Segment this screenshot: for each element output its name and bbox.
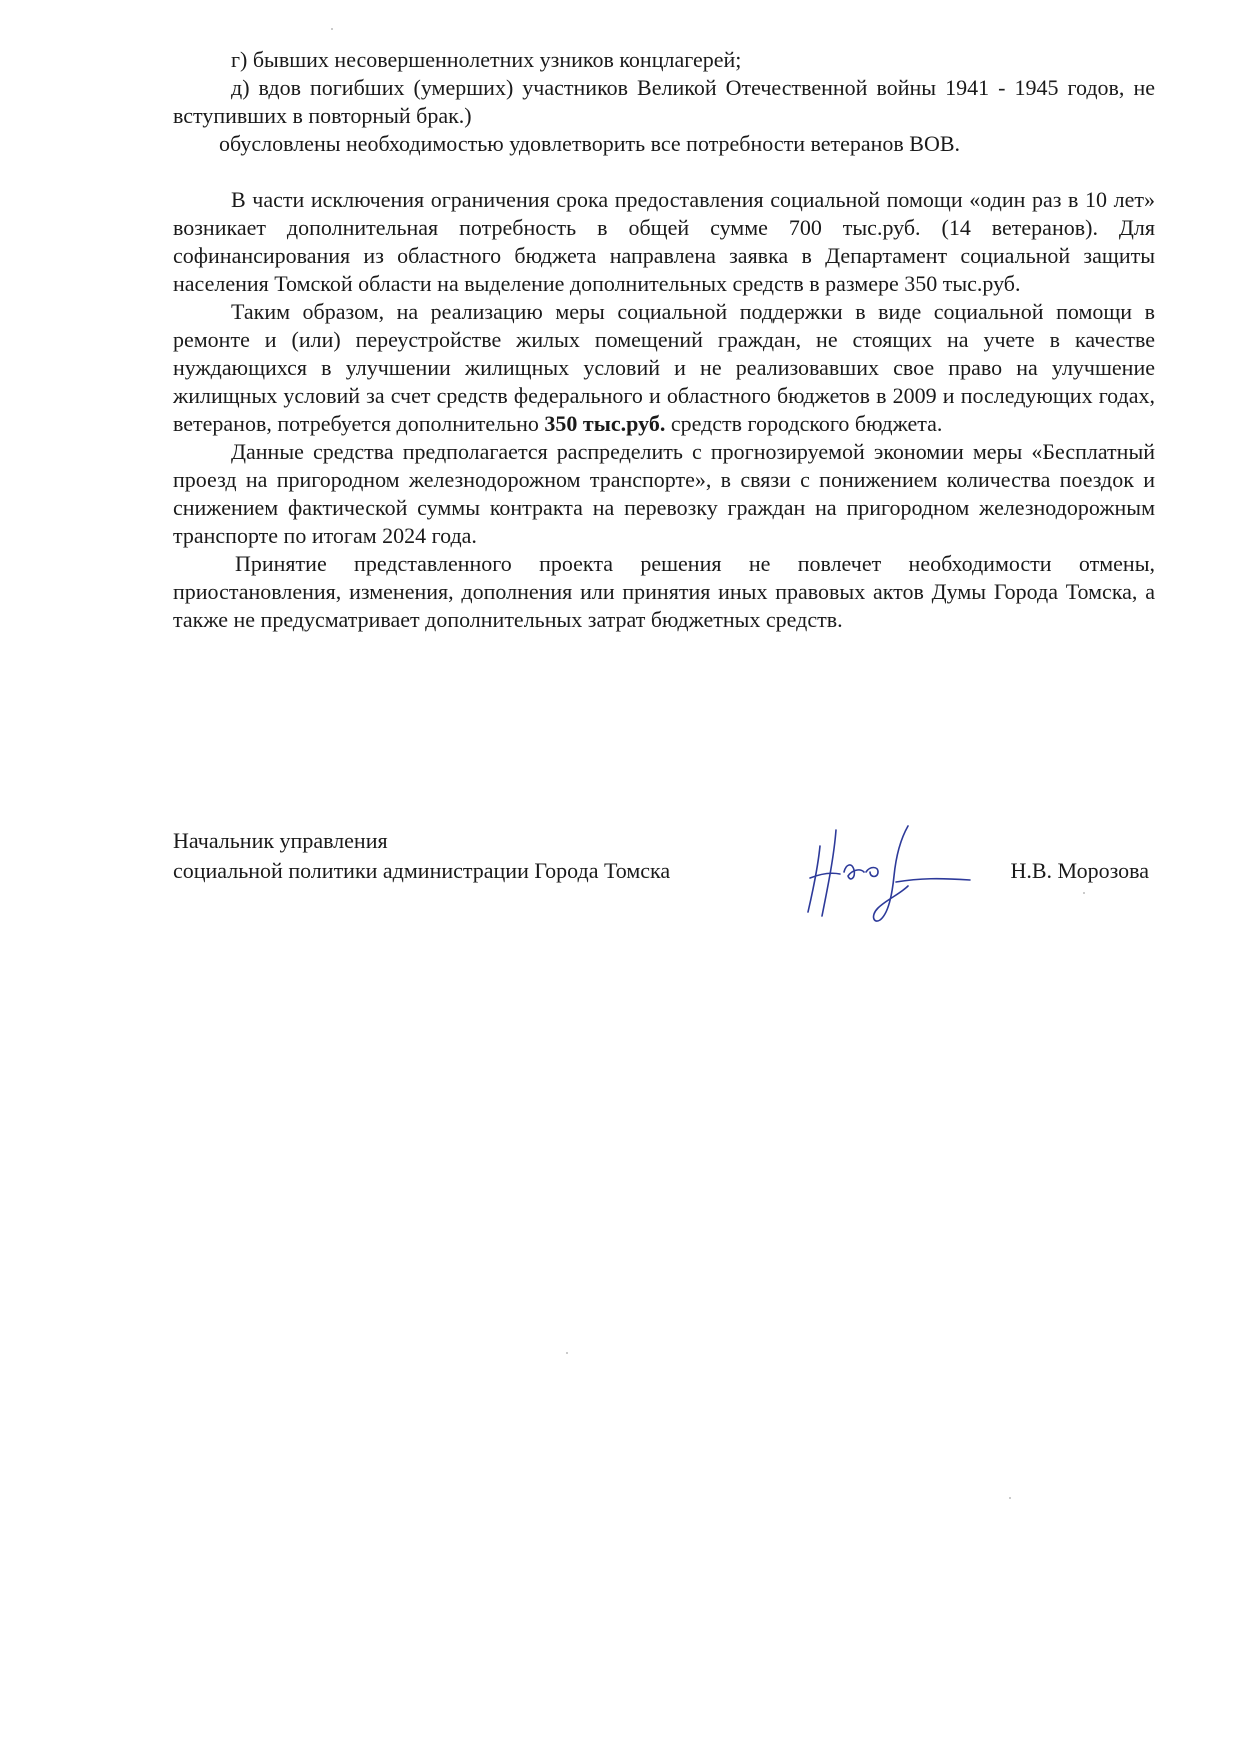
paragraph-total-text: Таким образом, на реализацию меры социальной поддержки в виде социальной помощи в ремонте и (или) переустройстве жилых помещений граждан, не стоящих на учете в качестве нуждающихся в улучшении жилищных условий и не реализовавших свое право на улучшение жилищных условий за счет средств федерального и областного бюджетов в 2009 и последующих годах, ветеранов, потребуется дополнительно xyxy=(173,299,1155,436)
list-item-g: г) бывших несовершеннолетних узников концлагерей; xyxy=(231,47,742,72)
signer-name: Н.В. Морозова xyxy=(1010,858,1149,883)
signature-stroke xyxy=(844,865,864,879)
document-body xyxy=(173,46,1155,634)
amount-highlight: 350 тыс.руб. xyxy=(544,411,666,436)
scan-speck xyxy=(1009,1497,1011,1499)
paragraph-additional-need: В части исключения ограничения срока предоставления социальной помощи «один раз в 10 лет» возникает дополнительная потребность в общей сумме 700 тыс.руб. (14 ветеранов). Для софинансирования из областного бюджета направлена заявка в Департамент социальной защиты населения Томской области на выделение дополнительных средств в размере 350 тыс.руб. xyxy=(173,187,1155,296)
paragraph-total-tail: средств городского бюджета. xyxy=(670,411,943,436)
paragraph-gap xyxy=(173,158,1155,186)
signer-position-line-1: Начальник управления xyxy=(173,828,388,853)
paragraph-total-requirement xyxy=(173,298,1155,438)
signer-position-line-2: социальной политики администрации Города Томска xyxy=(173,858,671,883)
scan-speck xyxy=(1083,892,1085,894)
scan-speck xyxy=(566,1352,568,1354)
signature-stroke xyxy=(896,879,970,882)
scan-speck xyxy=(331,28,333,30)
list-conclusion: обусловлены необходимостью удовлетворить все потребности ветеранов ВОВ. xyxy=(219,131,961,156)
list-item-d: д) вдов погибших (умерших) участников Великой Отечественной войны 1941 - 1945 годов, не вступивших в повторный брак.) xyxy=(173,75,1155,128)
signature-stroke xyxy=(810,873,840,878)
signature-stroke xyxy=(874,826,908,921)
handwritten-signature xyxy=(800,816,990,926)
signature-stroke xyxy=(808,846,820,912)
paragraph-funding-source: Данные средства предполагается распределить с прогнозируемой экономии меры «Бесплатный проезд на пригородном железнодорожном транспорте», в связи с понижением количества поездок и снижением фактической суммы контракта на перевозку граждан на пригородном железнодорожным транспорте по итогам 2024 года. xyxy=(173,439,1155,548)
paragraph-legal-effect: Принятие представленного проекта решения не повлечет необходимости отмены, приостановления, изменения, дополнения или принятия иных правовых актов Думы Города Томска, а также не предусматривает дополнительных затрат бюджетных средств. xyxy=(173,551,1155,632)
signer-position xyxy=(173,826,670,886)
signature-stroke xyxy=(866,868,878,877)
